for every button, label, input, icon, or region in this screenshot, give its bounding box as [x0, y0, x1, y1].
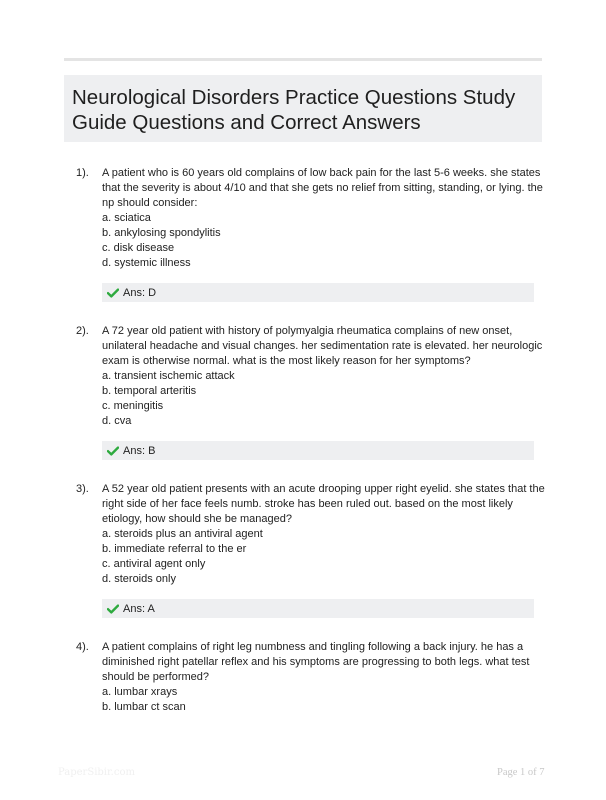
question-body — [102, 482, 545, 587]
answer-text: Ans: B — [123, 444, 156, 457]
question-number: 3). — [76, 483, 89, 495]
answer-option: a. lumbar xrays — [102, 686, 178, 698]
document-title-line-1: Neurological Disorders Practice Questions Study — [72, 86, 516, 109]
answer-option: a. sciatica — [102, 212, 151, 224]
check-icon — [107, 288, 119, 298]
answer-panel-1 — [102, 283, 534, 302]
answer-option: a. steroids plus an antiviral agent — [102, 528, 263, 540]
answer-option: d. cva — [102, 415, 132, 427]
question-body — [102, 324, 542, 429]
answer-option: c. meningitis — [102, 400, 164, 412]
question-text-line: diminished right patellar reflex and his symptoms are progressing to both legs. what test — [102, 656, 530, 668]
question-number: 4). — [76, 641, 89, 653]
answer-option: c. disk disease — [102, 242, 175, 254]
footer-watermark: PaperSibir.com — [58, 767, 135, 778]
question-text-line: np should consider: — [102, 197, 198, 209]
check-icon — [107, 604, 119, 614]
document-title-box — [64, 75, 542, 142]
question-text-line: exam is otherwise normal. what is the most likely reason for her symptoms? — [102, 355, 471, 367]
question-number: 1). — [76, 167, 89, 179]
answer-panel-2 — [102, 441, 534, 460]
question-text-line: etiology, how should she be managed? — [102, 513, 292, 525]
answer-option: c. antiviral agent only — [102, 558, 206, 570]
question-text-line: A patient complains of right leg numbness and tingling following a back injury. he has a — [102, 641, 524, 653]
question-text-line: A 52 year old patient presents with an acute drooping upper right eyelid. she states that the — [102, 483, 545, 495]
document-title-line-2: Guide Questions and Correct Answers — [72, 111, 421, 134]
answer-text: Ans: D — [123, 286, 157, 299]
answer-panel-3 — [102, 599, 534, 618]
answer-option: d. steroids only — [102, 573, 176, 585]
answer-option: a. transient ischemic attack — [102, 370, 235, 382]
check-icon — [107, 446, 119, 456]
answer-option: b. lumbar ct scan — [102, 701, 186, 713]
question-text-line: that the severity is about 4/10 and that she gets no relief from sitting, standing, or lying. the — [102, 182, 543, 194]
answer-option: b. temporal arteritis — [102, 385, 197, 397]
answer-option: b. immediate referral to the er — [102, 543, 247, 555]
top-divider — [64, 58, 542, 61]
question-text-line: should be performed? — [102, 671, 210, 683]
question-text-line: right side of her face feels numb. stroke has been ruled out. based on the most likely — [102, 498, 513, 510]
question-number: 2). — [76, 325, 89, 337]
question-body — [102, 166, 542, 271]
answer-text: Ans: A — [123, 602, 155, 615]
answer-option: d. systemic illness — [102, 257, 191, 269]
question-text-line: A patient who is 60 years old complains of low back pain for the last 5-6 weeks. she states — [102, 167, 541, 179]
page-indicator: Page 1 of 7 — [497, 767, 545, 778]
answer-option: b. ankylosing spondylitis — [102, 227, 221, 239]
question-body — [102, 640, 542, 715]
question-text-line: A 72 year old patient with history of polymyalgia rheumatica complains of new onset, — [102, 325, 513, 337]
question-text-line: unilateral headache and visual changes. her sedimentation rate is elevated. her neurologic — [102, 340, 543, 352]
